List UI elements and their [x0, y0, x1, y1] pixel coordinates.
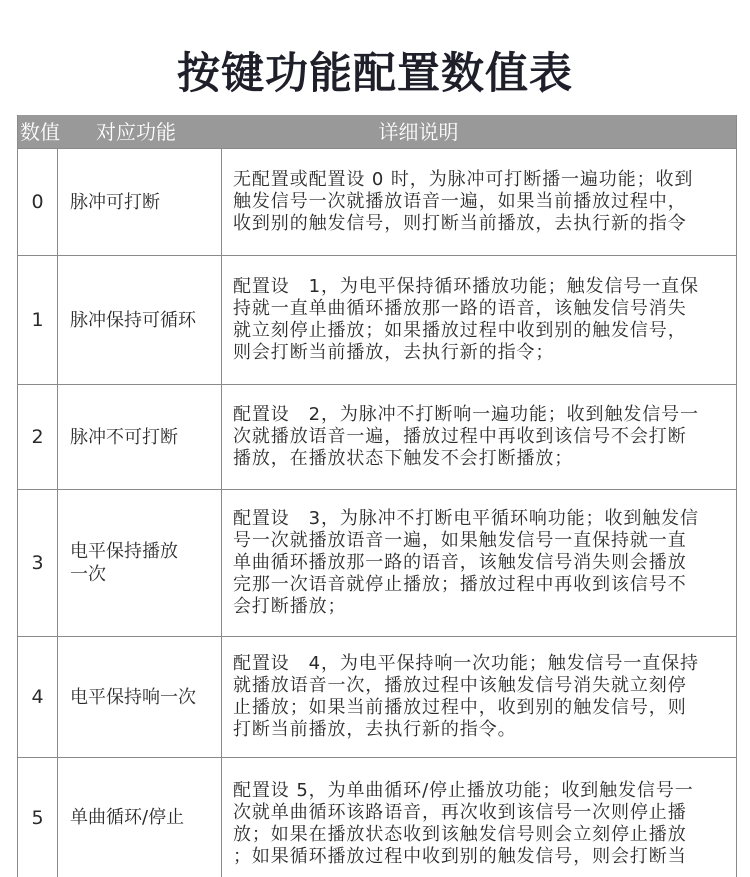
row-value: 3	[18, 490, 58, 636]
description-line: 单曲循环播放那一路的语音，该触发信号消失则会播放	[233, 552, 687, 573]
description-line: 就播放语音一次，播放过程中该触发信号消失就立刻停	[233, 675, 687, 696]
row-function: 电平保持响一次	[58, 637, 222, 757]
row-value: 5	[18, 758, 58, 877]
description-line: 号一次就播放语音一遍，如果触发信号一直保持就一直	[233, 530, 687, 551]
description-line: 次就单曲循环该路语音，再次收到该信号一次则停止播	[233, 802, 687, 823]
row-value: 2	[18, 385, 58, 489]
description-line: 配置设 1，为电平保持循环播放功能；触发信号一直保	[233, 276, 699, 297]
row-function: 脉冲可打断	[58, 149, 222, 255]
row-description	[222, 637, 736, 757]
description-line: 收到别的触发信号，则打断当前播放，去执行新的指令	[233, 213, 687, 234]
table-row	[18, 148, 736, 255]
row-value: 1	[18, 256, 58, 384]
description-line: 止播放；如果当前播放过程中，收到别的触发信号，则	[233, 697, 687, 718]
row-function: 单曲循环/停止	[58, 758, 222, 877]
table-row	[18, 384, 736, 489]
description-line: 会打断播放；	[233, 596, 347, 617]
description-line: 就立刻停止播放；如果播放过程中收到别的触发信号，	[233, 320, 687, 341]
row-description	[222, 490, 736, 636]
header-description: 详细说明	[378, 120, 459, 144]
table-row	[18, 757, 736, 877]
table-header	[18, 115, 736, 148]
row-value: 0	[18, 149, 58, 255]
row-description	[222, 256, 736, 384]
page-title: 按键功能配置数值表	[177, 49, 573, 99]
description-line: 无配置或配置设 0 时，为脉冲可打断播一遍功能；收到	[233, 169, 694, 190]
table-row	[18, 489, 736, 636]
row-function: 电平保持播放一次	[58, 490, 222, 636]
description-line: 打断当前播放，去执行新的指令。	[233, 719, 517, 740]
description-line: 播放，在播放状态下触发不会打断播放；	[233, 448, 574, 469]
config-table	[17, 115, 737, 877]
header-function: 对应功能	[96, 120, 176, 144]
row-function: 脉冲不可打断	[58, 385, 222, 489]
row-description	[222, 758, 736, 877]
table-row	[18, 636, 736, 757]
description-line: 持就一直单曲循环播放那一路的语音，该触发信号消失	[233, 298, 687, 319]
description-line: 则会打断当前播放，去执行新的指令；	[233, 342, 555, 363]
row-value: 4	[18, 637, 58, 757]
description-line: 完那一次语音就停止播放；播放过程中再收到该信号不	[233, 574, 687, 595]
row-description	[222, 149, 736, 255]
description-line: 放；如果在播放状态收到该触发信号则会立刻停止播放	[233, 824, 687, 845]
description-line: 触发信号一次就播放语音一遍，如果当前播放过程中，	[233, 191, 687, 212]
row-function: 脉冲保持可循环	[58, 256, 222, 384]
table-row	[18, 255, 736, 384]
description-line: 配置设 4，为电平保持响一次功能；触发信号一直保持	[233, 653, 699, 674]
description-line: ；如果循环播放过程中收到别的触发信号，则会打断当	[233, 846, 687, 867]
row-description	[222, 385, 736, 489]
header-value: 数值	[20, 120, 60, 144]
description-line: 次就播放语音一遍，播放过程中再收到该信号不会打断	[233, 426, 687, 447]
description-line: 配置设 5，为单曲循环/停止播放功能；收到触发信号一	[233, 780, 694, 801]
description-line: 配置设 3，为脉冲不打断电平循环响功能；收到触发信	[233, 508, 699, 529]
description-line: 配置设 2，为脉冲不打断响一遍功能；收到触发信号一	[233, 404, 699, 425]
